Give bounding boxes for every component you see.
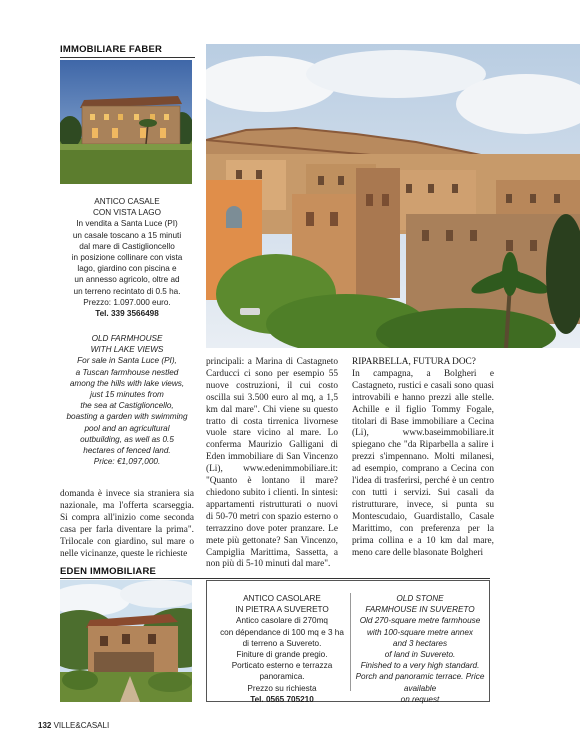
eden-en-line: and 3 hectares: [392, 638, 448, 648]
eden-it-title-1: ANTICO CASOLARE: [243, 594, 321, 603]
faber-farmhouse-photo: [60, 60, 192, 184]
faber-it-line: in posizione collinare con vista: [71, 253, 183, 263]
faber-it-line: lago, giardino con piscina e: [77, 264, 177, 274]
article-column-3: [352, 357, 494, 559]
hilltown-hero-photo: [206, 44, 580, 348]
faber-it-line: In vendita a Santa Luce (PI): [76, 219, 178, 229]
article-col3-heading: RIPARBELLA, FUTURA DOC?: [352, 357, 476, 367]
eden-en-line: Porch and panoramic terrace. Price available: [355, 672, 485, 693]
eden-en-line: Old 270-square metre farmhouse: [359, 616, 481, 626]
faber-en-line: hectares of fenced land.: [83, 446, 171, 456]
eden-en-line: Finished to a very high standard.: [360, 661, 480, 671]
eden-it-line: Prezzo su richiesta: [247, 683, 317, 693]
article-col3-text: In campagna, a Bolgheri e Castagneto, rustici e casali sono quasi introvabili e hanno prezzi alle stelle. Achille e il figlio Tommy Fogale, titolari di Base immobiliare a Cecina (Li), www.baseimmobiliare.it spiegano che "da Riparbella a salire i prezzi s'impennano. Molti milanesi, ad esempio, comprano a Cecina con l'idea di trasferirsi, perché è un centro con tutti i servizi. Sui casali da ristrutturare, invece, si punta su Montescudaio, Guardistallo, Casale Marittimo, con preferenza per la prima collina e a 10 km dal mare, meno care delle blasonate Bolgheri: [352, 368, 494, 558]
eden-listing-italian: [217, 593, 347, 705]
faber-phone: Tel. 339 3566498: [95, 309, 159, 319]
eden-en-title-2: FARMHOUSE IN SUVERETO: [365, 605, 475, 615]
eden-it-title-2: IN PIETRA A SUVERETO: [235, 605, 329, 615]
section-label-faber: IMMOBILIARE FABER: [60, 44, 163, 55]
eden-en-line: of land in Suvereto.: [384, 650, 456, 660]
section-rule-faber: [60, 57, 195, 58]
faber-en-title-1: OLD FARMHOUSE: [91, 334, 163, 343]
article-column-1: [60, 489, 194, 560]
article-col1-text: domanda è invece sia straniera sia nazionale, ma l'offerta scarseggia. Si compra all'inizio come seconda casa per farla diventare la prima". Trilocale con giardino, sul mare o nelle vicinanze, queste le richieste: [60, 489, 194, 559]
faber-it-line: un terreno recintato di 0.5 ha.: [73, 286, 181, 296]
page-number: 132: [38, 721, 52, 730]
section-rule-eden: [60, 578, 490, 579]
eden-phone: Tel. 0565 705210: [250, 694, 314, 704]
faber-en-line: boasting a garden with swimming: [66, 412, 188, 422]
eden-listing-english: [355, 593, 485, 705]
faber-listing-italian: [60, 196, 194, 319]
eden-listing-box: [206, 580, 490, 702]
faber-en-line: Price: €1,097,000.: [93, 457, 161, 467]
eden-listing-divider: [350, 593, 351, 691]
faber-en-line: outbuilding, as well as 0.5: [80, 434, 174, 444]
eden-it-line: con dépendance di 100 mq e 3 ha: [220, 627, 344, 637]
faber-it-title-2: CON VISTA LAGO: [92, 208, 162, 218]
article-col2-text: principali: a Marina di Castagneto Carducci ci sono per esempio 55 nuove costruzioni, il cui costo oscilla sui 3.500 euro al mq, a 1,5 km dal mare". Chi viene su questo tratto di costa tirrenica livornese vuole stare vicino al mare. Lo conferma Maurizio Galligani di Eden immobiliare di San Vincenzo (Li), www.edenimmobiliare.it: "Quanto è lontano il mare? chiedono subito i clienti. In sintesi: appartamenti ristrutturati o nuovi di 50-70 metri con spazio esterno o terrazzino dove poter pranzare. Le mete più gettonate? San Vincenzo, Campiglia Marittima, Sassetta, a non più di 5-10 minuti dal mare".: [206, 357, 338, 570]
eden-it-line: di terreno a Suvereto.: [242, 638, 322, 648]
eden-en-line: with 100-square metre annex: [366, 627, 474, 637]
faber-it-line: un casale toscano a 15 minuti: [72, 230, 182, 240]
faber-en-line: pool and an agricultural: [84, 423, 170, 433]
faber-it-line: dal mare di Castiglioncello: [79, 241, 175, 251]
eden-en-line: on request: [400, 694, 440, 704]
faber-en-title-2: WITH LAKE VIEWS: [90, 345, 164, 355]
faber-en-line: a Tuscan farmhouse nestled: [75, 367, 179, 377]
faber-en-line: just 15 minutes from: [90, 390, 164, 400]
section-label-eden: EDEN IMMOBILIARE: [60, 566, 157, 577]
eden-en-title-1: OLD STONE: [396, 594, 444, 603]
eden-it-line: Antico casolare di 270mq: [236, 616, 328, 626]
eden-it-line: Porticato esterno e terrazza panoramica.: [231, 661, 333, 682]
page-folio: [38, 721, 109, 730]
faber-en-line: the sea at Castiglioncello,: [80, 401, 174, 411]
faber-it-title-1: ANTICO CASALE: [94, 197, 160, 206]
article-column-2: [206, 357, 338, 571]
faber-en-line: For sale in Santa Luce (PI),: [77, 356, 177, 366]
faber-listing-english: [60, 333, 194, 467]
faber-it-line: Prezzo: 1.097.000 euro.: [83, 297, 171, 307]
faber-en-line: among the hills with lake views,: [69, 378, 185, 388]
magazine-name: VILLE&CASALI: [53, 721, 110, 730]
faber-it-line: un annesso agricolo, oltre ad: [74, 275, 180, 285]
eden-farmhouse-photo: [60, 580, 192, 702]
eden-it-line: Finiture di grande pregio.: [236, 650, 328, 660]
